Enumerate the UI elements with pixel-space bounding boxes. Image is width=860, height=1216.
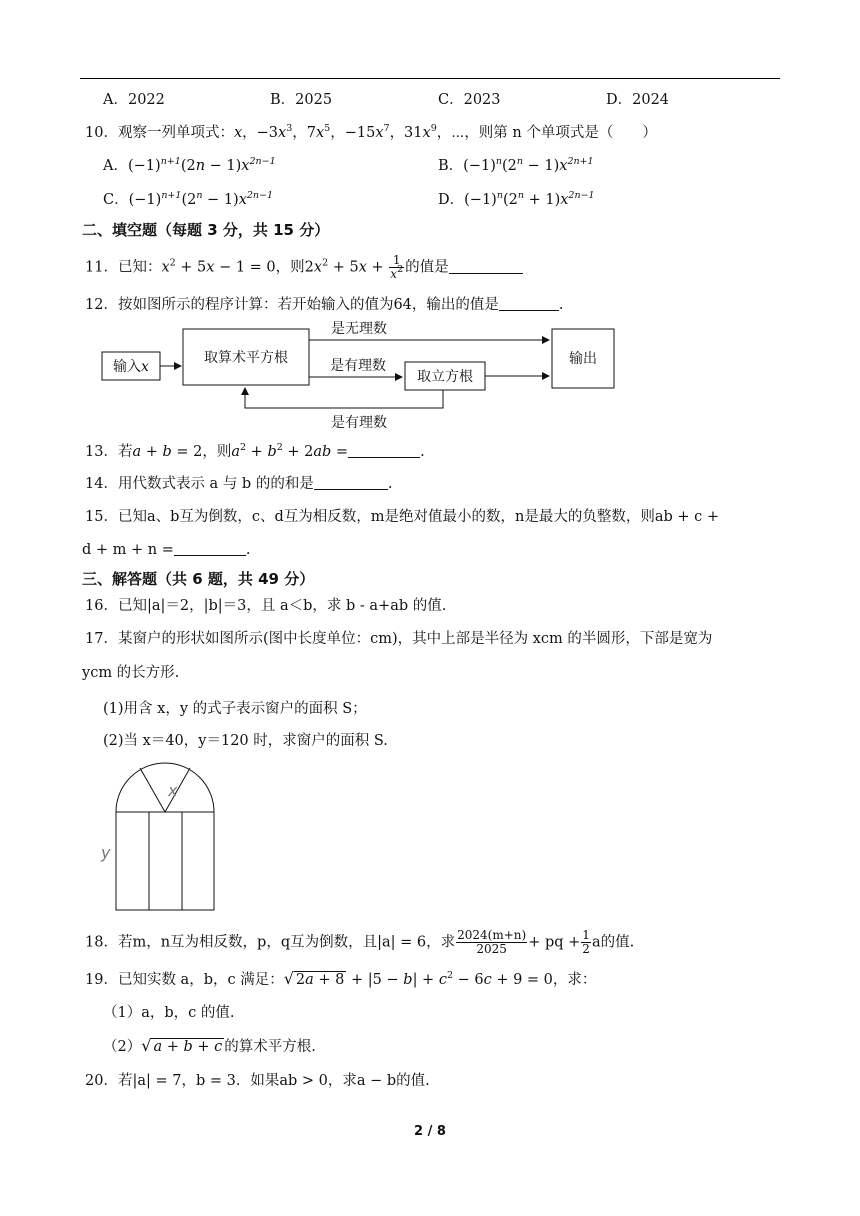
question-17-part-1: (1)用含 x，y 的式子表示窗户的面积 S；	[103, 701, 367, 717]
window-label-y: y	[101, 843, 111, 862]
question-11: 11．已知：$x^2 + 5x - 1 = 0$，则$2x^2 + 5x$ + $\frac{1}{x^2}$ 的值是	[85, 254, 523, 281]
question-18: 18．若m，n互为相反数，p，q互为倒数，且|a| = 6，求 $\frac{2024(m+n)}{2025}$ + pq + $\frac{1}{2}$ a的值.	[85, 928, 635, 956]
question-19-part-2: （2）√ a + b + c 的算术平方根.	[103, 1036, 316, 1055]
question-13: 13．若a + b = 2，则$a^2 + b^2 + 2ab$ = .	[85, 442, 425, 460]
q10-option-a: A．$(-1)^{n+1}(2n - 1)x^{2n-1}$	[103, 156, 276, 174]
section-2-title: 二、填空题（每题 3 分，共 15 分）	[82, 221, 330, 239]
label-rational-back: 是有理数	[331, 415, 387, 431]
q10-option-c: C．$(-1)^{n+1}(2^n - 1)x^{2n-1}$	[103, 190, 274, 208]
program-flowchart	[95, 318, 625, 436]
question-16: 16．已知|a|＝2，|b|＝3，且 a＜b，求 b - a+ab 的值.	[85, 598, 447, 614]
section-3-title: 三、解答题（共 6 题，共 49 分）	[82, 570, 315, 588]
sqrt-box-label: 取算术平方根	[204, 350, 288, 366]
question-14: 14．用代数式表示 a 与 b 的的和是 .	[85, 476, 393, 492]
q10-option-d: D．$(-1)^n(2^n + 1)x^{2n-1}$	[438, 190, 595, 208]
question-10: 10．观察一列单项式：x，$-3x^3$，$7x^5$，$-15x^7$，$31x^9$，⋯，则第 n 个单项式是（ ）	[85, 123, 657, 141]
question-17-part-2: (2)当 x＝40，y＝120 时，求窗户的面积 S.	[103, 733, 388, 749]
q9-option-b: B．2025	[270, 92, 333, 108]
input-label: 输入x	[113, 359, 149, 375]
question-15-line-2: d + m + n = .	[82, 542, 251, 558]
question-15-line-1: 15．已知a、b互为倒数，c、d互为相反数，m是绝对值最小的数，n是最大的负整数，则ab + c +	[85, 509, 720, 525]
question-19-part-1: （1）a，b，c 的值.	[103, 1005, 235, 1021]
question-19: 19．已知实数 a，b，c 满足：√ $2a + 8 + |5 - b| + c^2 - 6c + 9 = 0$，求：	[85, 969, 597, 988]
window-figure	[95, 762, 225, 914]
header-rule	[80, 78, 780, 79]
q9-option-c: C．2023	[438, 92, 501, 108]
q9-option-d: D．2024	[606, 92, 670, 108]
output-label: 输出	[569, 351, 597, 367]
q10-option-b: B．$(-1)^n(2^n - 1)x^{2n+1}$	[438, 156, 594, 174]
label-irrational: 是无理数	[331, 321, 387, 337]
question-17-line-1: 17．某窗户的形状如图所示(图中长度单位：cm)，其中上部是半径为 xcm 的半圆形，下部是宽为	[85, 631, 713, 647]
page-number: 2 / 8	[414, 1124, 446, 1139]
q9-option-a: A．2022	[103, 92, 165, 108]
label-rational: 是有理数	[330, 358, 386, 374]
question-17-line-2: ycm 的长方形.	[82, 665, 180, 681]
cbrt-box-label: 取立方根	[417, 369, 473, 385]
question-20: 20．若|a| = 7，b = 3．如果ab > 0，求a − b的值.	[85, 1073, 430, 1089]
question-12: 12．按如图所示的程序计算：若开始输入的值为64，输出的值是 .	[85, 297, 564, 313]
window-label-x: x	[168, 781, 178, 800]
